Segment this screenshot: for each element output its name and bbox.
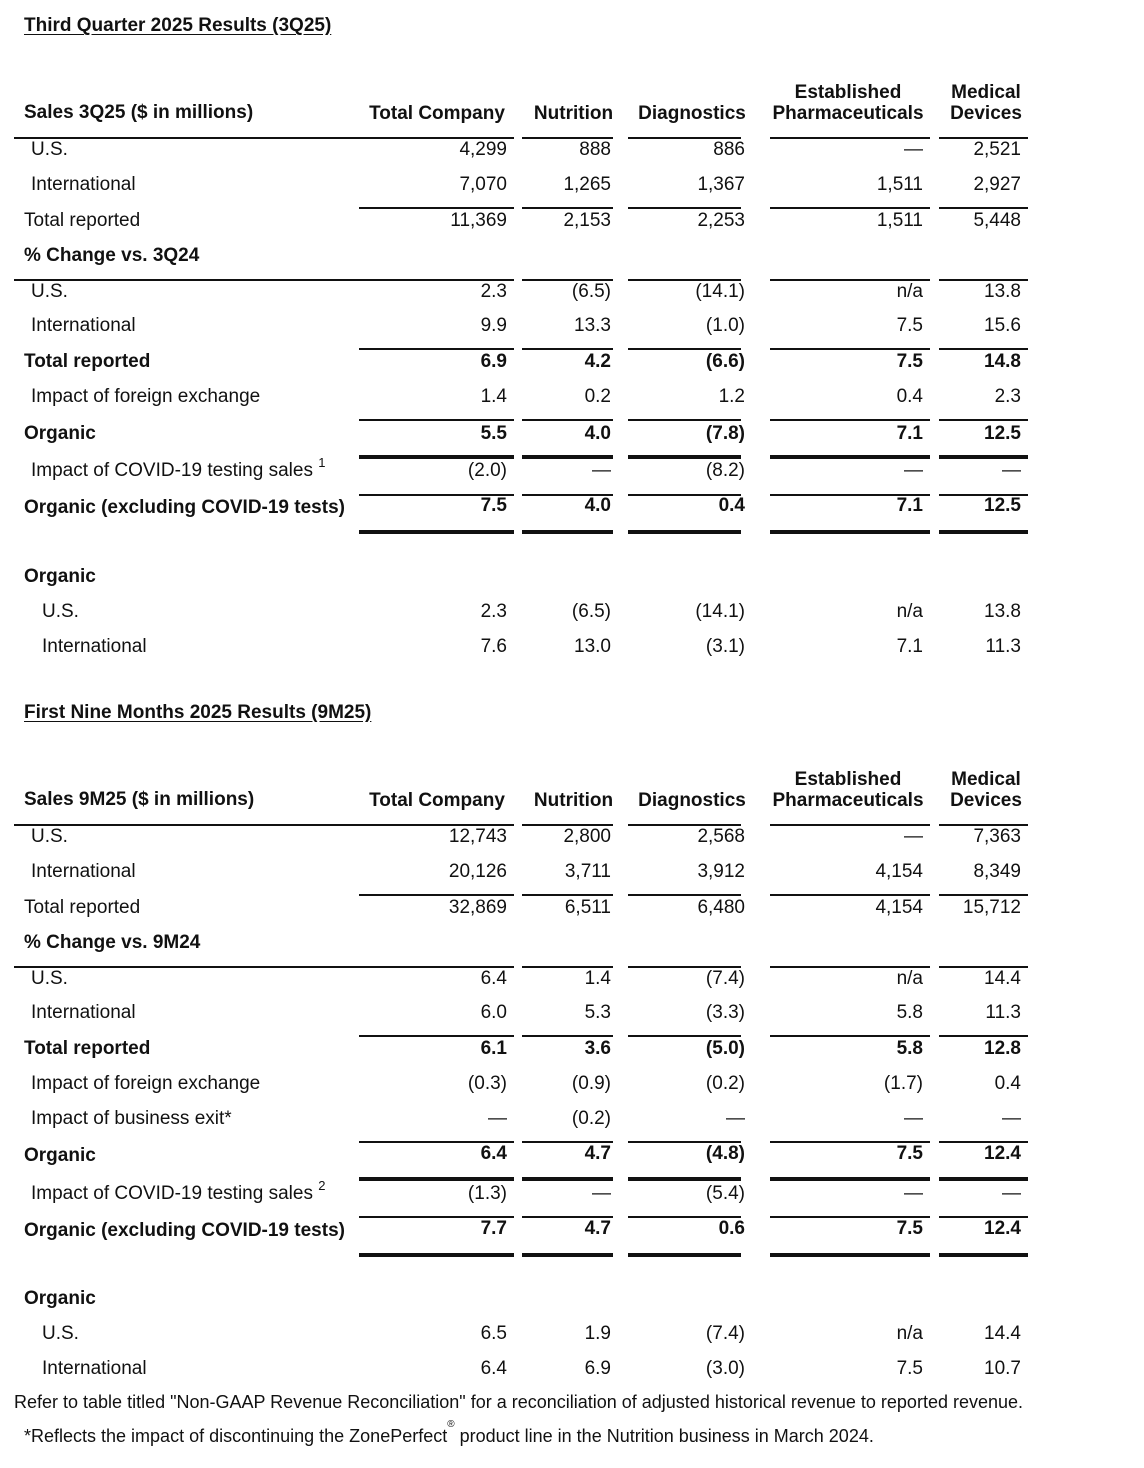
thick-rule-divider [522,530,613,534]
row-label: International [31,861,136,882]
table-cell: 5,448 [973,210,1021,231]
table-row [0,136,1144,164]
table-cell: 3.6 [584,1038,611,1059]
table-row-total [0,207,1144,235]
footnote-reconciliation: Refer to table titled "Non-GAAP Revenue Reconciliation" for a reconciliation of adjusted historical revenue to reported revenue. [14,1392,1024,1412]
table-cell: 12.8 [984,1038,1021,1059]
table-cell: 7.5 [896,351,923,372]
table-cell: (8.2) [705,460,745,481]
thick-rule-divider [770,1253,930,1257]
table-cell: 1.2 [718,386,745,407]
table-cell: 3,912 [697,861,745,882]
table-cell: (7.4) [705,968,745,989]
table-cell: 1,265 [563,174,611,195]
row-label: Total reported [24,897,141,918]
table-cell: 4.2 [584,351,611,372]
table-cell: 1,367 [697,174,745,195]
table-cell: 6.4 [480,1143,507,1164]
table-cell: 9.9 [480,315,507,336]
col-total-company: Total Company [369,103,505,124]
organic-header: Organic [24,566,96,587]
table-cell: 15.6 [984,315,1021,336]
table-cell: 5.5 [480,423,507,444]
col-medical-devices-line2: Devices [950,790,1022,811]
row-label: Impact of business exit* [31,1108,232,1129]
thick-rule-divider [939,530,1028,534]
table-row [0,1105,1144,1133]
thick-rule-divider [522,1253,613,1257]
col-nutrition: Nutrition [533,790,614,811]
table-cell: (0.9) [571,1073,611,1094]
table-cell: (0.2) [571,1108,611,1129]
row-label: Organic (excluding COVID-19 tests) [24,497,345,518]
table-cell: 1.4 [584,968,611,989]
row-label: Impact of foreign exchange [31,386,261,407]
table-cell: 7.7 [480,1218,507,1239]
table-cell: (5.0) [705,1038,745,1059]
table-cell: 32,869 [448,897,507,918]
row-label: Impact of foreign exchange [31,1073,261,1094]
table-row [0,1070,1144,1098]
row-label: Impact of COVID-19 testing sales [31,1183,313,1204]
sales-header: Sales 9M25 ($ in millions) [24,789,255,810]
table-cell: (1.7) [883,1073,923,1094]
thick-rule-divider [359,530,514,534]
table-cell: 14.8 [984,351,1021,372]
table-cell: 2,927 [973,174,1021,195]
row-label: Impact of COVID-19 testing sales [31,460,313,481]
table-row [0,823,1144,851]
table-cell: 7.5 [896,1218,923,1239]
table-cell: 4,154 [875,861,923,882]
section-title-3q25: Third Quarter 2025 Results (3Q25) [24,15,332,36]
table-cell: 0.6 [718,1218,745,1239]
col-diagnostics: Diagnostics [638,790,746,811]
table-cell: 888 [579,139,611,160]
table-cell: (3.0) [705,1358,745,1379]
table-cell: (4.8) [705,1143,745,1164]
row-label: International [31,315,136,336]
table-cell: — [592,460,611,481]
col-established-pharma-line1: Established [794,82,902,103]
table-cell: 13.8 [984,281,1021,302]
table-cell: 4.7 [584,1218,611,1239]
table-cell: 14.4 [984,1323,1021,1344]
table-cell: (0.2) [705,1073,745,1094]
table-cell: 12.4 [984,1218,1021,1239]
col-diagnostics: Diagnostics [638,103,746,124]
table-cell: (2.0) [467,460,507,481]
table-cell: 4.7 [584,1143,611,1164]
table-row-total [0,894,1144,922]
table-cell: 7.5 [480,495,507,516]
table-cell: (3.3) [705,1002,745,1023]
row-label: U.S. [31,139,68,160]
table-cell: 7.5 [896,1358,923,1379]
table-cell: 6.0 [480,1002,507,1023]
row-label: U.S. [31,968,68,989]
footnote-text: product line in the Nutrition business in March 2024. [454,1426,874,1446]
table-row [0,383,1144,411]
table-row [0,454,1144,485]
table-cell: — [904,1108,923,1129]
row-label: International [42,636,147,657]
table-cell: (7.4) [705,1323,745,1344]
table-row-organic [0,1142,1144,1170]
table-cell: 4.0 [584,495,611,516]
col-medical-devices-line1: Medical [951,769,1021,790]
thick-rule-divider [939,1253,1028,1257]
table-row [0,312,1144,340]
table-row [0,1355,1144,1383]
table-row [0,633,1144,661]
table-cell: 5.8 [896,1002,923,1023]
table-cell: 11.3 [985,1002,1021,1023]
row-label: U.S. [42,601,79,622]
table-cell: (6.6) [705,351,745,372]
table-cell: 7,363 [973,826,1021,847]
footnote-ref-1: 1 [318,454,326,470]
table-cell: 2.3 [480,601,507,622]
table-cell: 6.9 [480,351,507,372]
table-cell: 6.9 [584,1358,611,1379]
table-cell: — [726,1108,745,1129]
row-label: U.S. [42,1323,79,1344]
table-cell: 7.6 [480,636,507,657]
table-cell: n/a [896,968,923,989]
table-cell: 886 [713,139,745,160]
table-row [0,1177,1144,1208]
table-cell: (14.1) [695,281,745,302]
row-label: Organic (excluding COVID-19 tests) [24,1220,345,1241]
table-cell: — [488,1108,507,1129]
table-cell: (5.4) [705,1183,745,1204]
table-row [0,999,1144,1027]
row-label: Total reported [24,1038,151,1059]
footnote-business-exit [24,1419,874,1447]
table-cell: (7.8) [705,423,745,444]
table-cell: 3,711 [564,861,611,882]
table-cell: 1,511 [876,174,923,195]
row-label [31,1177,326,1208]
table-cell: 7,070 [459,174,507,195]
pct-change-header: % Change vs. 3Q24 [24,245,200,266]
pct-change-header: % Change vs. 9M24 [24,932,201,953]
table-cell: 10.7 [984,1358,1021,1379]
table-cell: (0.3) [467,1073,507,1094]
table-row-total [0,1035,1144,1063]
table-cell: 13.8 [984,601,1021,622]
table-cell: 6,511 [564,897,611,918]
table-cell: — [904,826,923,847]
col-total-company: Total Company [369,790,505,811]
row-label: Organic [24,423,96,444]
table-cell: 7.1 [896,423,923,444]
row-label: International [31,174,136,195]
thick-rule-divider [628,530,741,534]
table-cell: 12,743 [448,826,507,847]
table-cell: (1.3) [467,1183,507,1204]
table-cell: 2.3 [480,281,507,302]
table-cell: 1.9 [584,1323,611,1344]
table-cell: n/a [896,1323,923,1344]
table-row [0,598,1144,626]
thick-rule-divider [628,1253,741,1257]
table-cell: n/a [896,601,923,622]
table-cell: 12.5 [984,495,1021,516]
col-medical-devices-line1: Medical [951,82,1021,103]
table-cell: 7.5 [896,315,923,336]
table-row-organic-excl [0,1217,1144,1245]
table-cell: 1,511 [876,210,923,231]
table-cell: 2,521 [973,139,1021,160]
table-row [0,171,1144,199]
table-cell: — [904,460,923,481]
col-medical-devices-line2: Devices [950,103,1022,124]
table-cell: 5.8 [896,1038,923,1059]
row-label [31,454,326,485]
table-cell: (6.5) [571,281,611,302]
table-cell: — [904,139,923,160]
row-label: International [42,1358,147,1379]
table-cell: 6.4 [480,968,507,989]
table-cell: 7.1 [896,495,923,516]
table-cell: 2,568 [697,826,745,847]
table-cell: 0.4 [896,386,923,407]
col-nutrition: Nutrition [533,103,614,124]
table-cell: 14.4 [984,968,1021,989]
table-cell: 11.3 [985,636,1021,657]
thick-rule-divider [359,1253,514,1257]
table-cell: 13.3 [574,315,611,336]
col-established-pharma-line2: Pharmaceuticals [772,790,924,811]
table-cell: — [592,1183,611,1204]
row-label: U.S. [31,281,68,302]
table-cell: 0.4 [994,1073,1021,1094]
table-cell: 2.3 [994,386,1021,407]
table-cell: 12.5 [984,423,1021,444]
table-row [0,965,1144,993]
footnote-text: *Reflects the impact of discontinuing the ZonePerfect [24,1426,448,1446]
table-row [0,1320,1144,1348]
row-label: Total reported [24,210,141,231]
table-cell: 8,349 [973,861,1021,882]
table-cell: (1.0) [705,315,745,336]
row-label: Total reported [24,351,151,372]
table-row [0,278,1144,306]
table-cell: 1.4 [480,386,507,407]
table-cell: 6.4 [480,1358,507,1379]
table-cell: 4,154 [875,897,923,918]
table-cell: 5.3 [584,1002,611,1023]
table-row-total [0,348,1144,376]
table-cell: (14.1) [695,601,745,622]
table-cell: 15,712 [962,897,1021,918]
table-cell: 7.5 [896,1143,923,1164]
table-cell: 7.1 [896,636,923,657]
table-cell: 6,480 [697,897,745,918]
table-cell: 6.1 [480,1038,507,1059]
table-cell: — [1002,460,1021,481]
row-label: International [31,1002,136,1023]
organic-header: Organic [24,1288,96,1309]
registered-mark: ® [447,1419,455,1430]
table-cell: 20,126 [448,861,507,882]
table-row-organic-excl [0,494,1144,522]
table-cell: — [1002,1108,1021,1129]
section-title-9m25: First Nine Months 2025 Results (9M25) [24,702,372,723]
row-label: U.S. [31,826,68,847]
table-cell: (3.1) [705,636,745,657]
table-cell: n/a [896,281,923,302]
table-cell: 12.4 [984,1143,1021,1164]
thick-rule-divider [770,530,930,534]
table-row [0,858,1144,886]
table-cell: 4,299 [459,139,507,160]
col-established-pharma-line2: Pharmaceuticals [772,103,924,124]
table-cell: 6.5 [480,1323,507,1344]
table-cell: — [904,1183,923,1204]
table-cell: (6.5) [571,601,611,622]
table-cell: 0.2 [584,386,611,407]
table-cell: 13.0 [574,636,611,657]
sales-header: Sales 3Q25 ($ in millions) [24,102,254,123]
table-cell: 2,153 [563,210,611,231]
table-row-organic [0,420,1144,448]
table-cell: 0.4 [718,495,745,516]
table-cell: — [1002,1183,1021,1204]
table-cell: 2,253 [697,210,745,231]
table-cell: 11,369 [450,210,507,231]
row-label: Organic [24,1145,96,1166]
col-established-pharma-line1: Established [794,769,902,790]
footnote-ref-2: 2 [318,1177,326,1193]
table-cell: 2,800 [563,826,611,847]
table-cell: 4.0 [584,423,611,444]
